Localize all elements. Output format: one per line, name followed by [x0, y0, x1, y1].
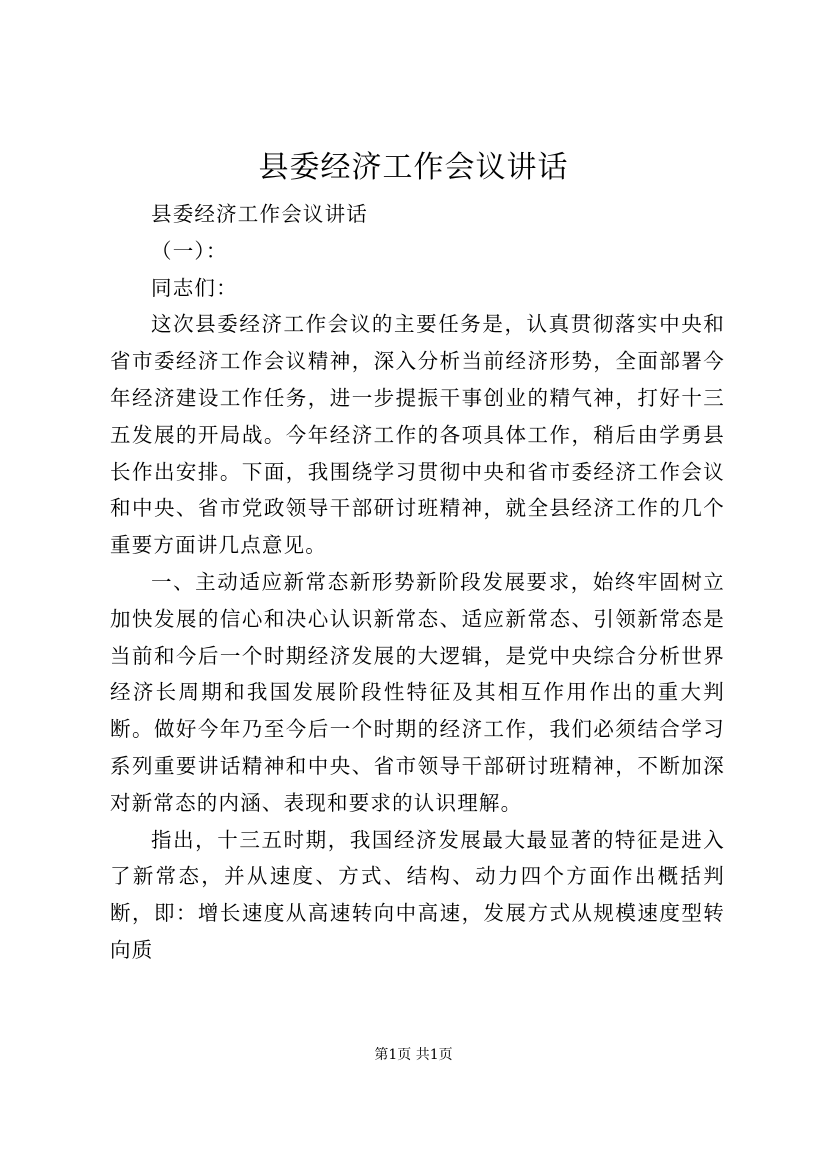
page-footer: 第1页 共1页	[374, 1047, 453, 1063]
document-title: 县委经济工作会议讲话	[258, 150, 569, 185]
body-paragraph: 这次县委经济工作会议的主要任务是，认真贯彻落实中央和省市委经济工作会议精神，深入分析当前经济形势，全面部署今年经济建设工作任务，进一步提振干事创业的精气神，打好十三五发展的开局战。今年经济工作的各项具体工作，稍后由学勇县长作出安排。下面，我围绕学习贯彻中央和省市委经济工作会议和中央、省市党政领导干部研讨班精神，就全县经济工作的几个重要方面讲几点意见。	[110, 312, 725, 558]
section-marker-paragraph: （一）：	[151, 238, 228, 263]
body-paragraph: 一、主动适应新常态新形势新阶段发展要求，始终牢固树立加快发展的信心和决心认识新常态、适应新常态、引领新常态是当前和今后一个时期经济发展的大逻辑，是党中央综合分析世界经济长周期和我国发展阶段性特征及其相互作用作出的重大判断。做好今年乃至今后一个时期的经济工作，我们必须结合学习系列重要讲话精神和中央、省市领导干部研讨班精神，不断加深对新常态的内涵、表现和要求的认识理解。	[110, 569, 725, 815]
subtitle-paragraph: 县委经济工作会议讲话	[151, 202, 368, 226]
body-paragraph: 指出，十三五时期，我国经济发展最大最显著的特征是进入了新常态，并从速度、方式、结构、动力四个方面作出概括判断，即：增长速度从高速转向中高速，发展方式从规模速度型转向质	[110, 827, 725, 962]
document-body	[110, 196, 725, 969]
salutation-paragraph: 同志们：	[151, 275, 238, 300]
